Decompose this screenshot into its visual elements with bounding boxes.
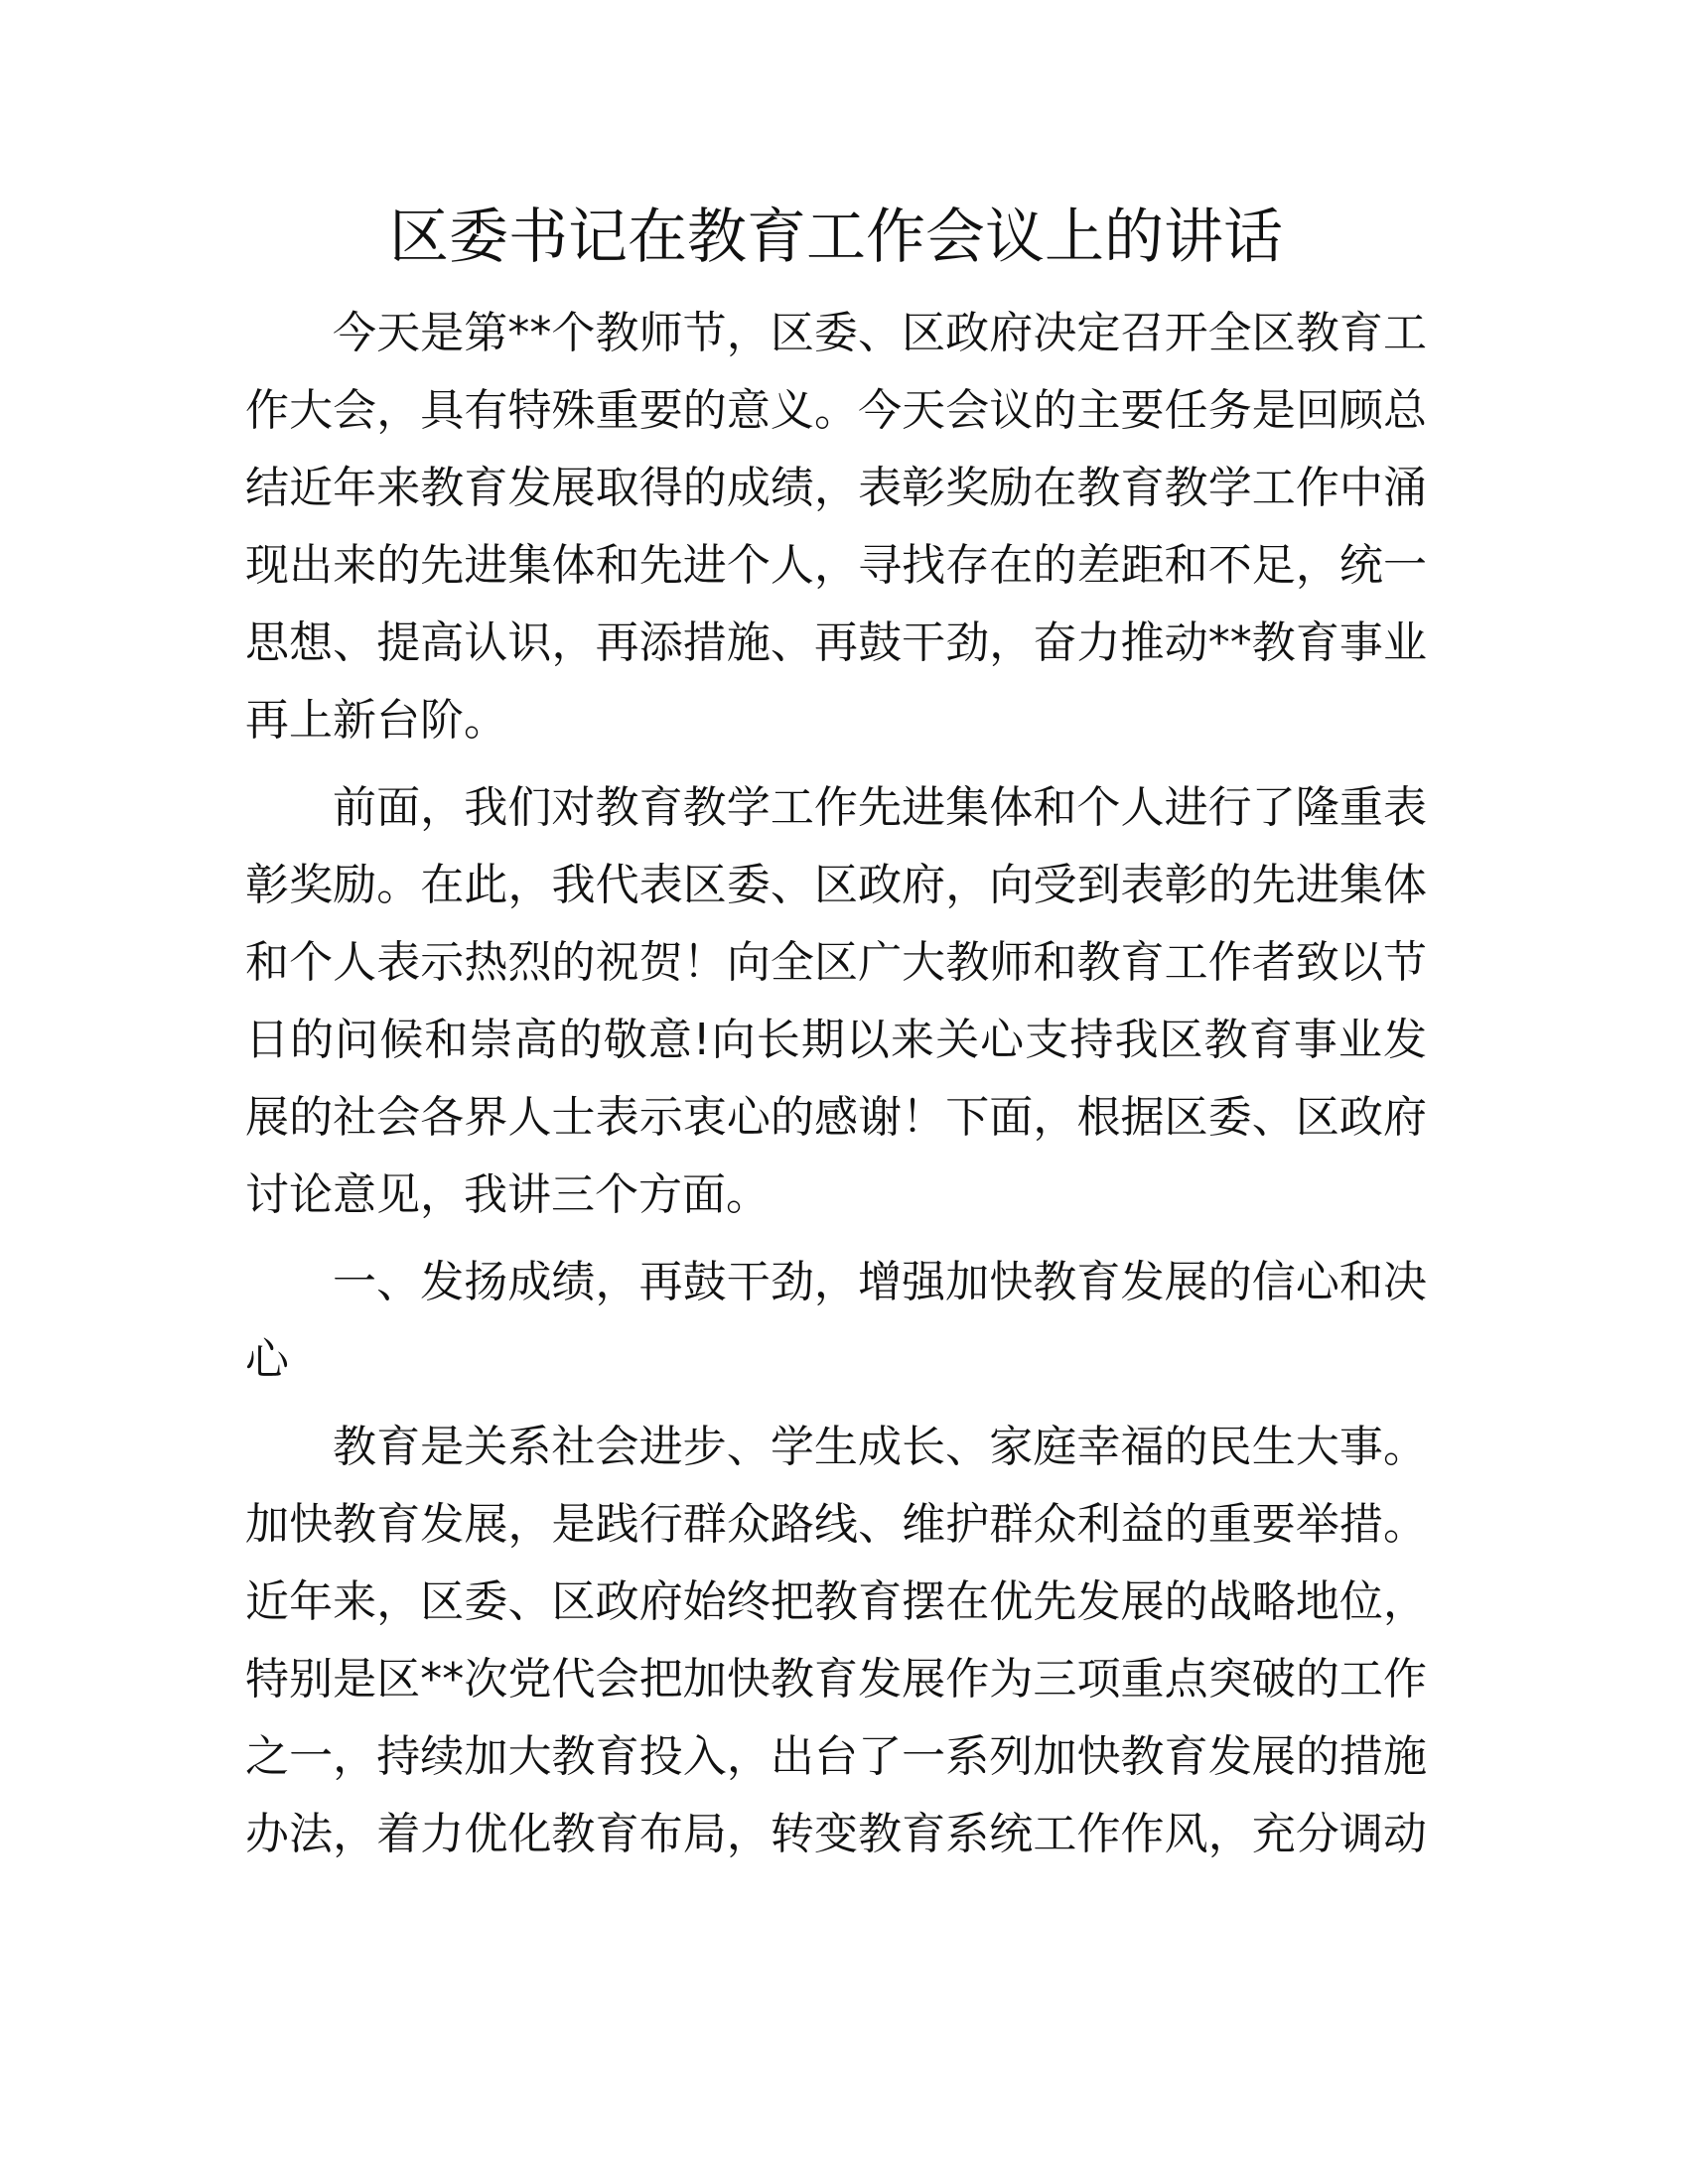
paragraph-intro <box>245 295 1427 759</box>
text-line: 作大会，具有特殊重要的意义。今天会议的主要任务是回顾总 <box>245 385 1427 436</box>
text-line: 日的问候和崇高的敬意!向长期以来关心支持我区教育事业发 <box>245 1015 1427 1065</box>
text-line: 近年来，区委、区政府始终把教育摆在优先发展的战略地位， <box>245 1576 1427 1627</box>
document-page <box>245 199 1427 1883</box>
section-heading-1 <box>245 1244 1427 1399</box>
text-line: 心 <box>245 1334 289 1385</box>
document-title: 区委书记在教育工作会议上的讲话 <box>389 203 1283 272</box>
text-line: 再上新台阶。 <box>245 695 507 746</box>
text-line: 今天是第**个教师节，区委、区政府决定召开全区教育工 <box>333 308 1427 358</box>
text-line: 办法，着力优化教育布局，转变教育系统工作作风，充分调动 <box>245 1809 1427 1859</box>
text-line: 彰奖励。在此，我代表区委、区政府，向受到表彰的先进集体 <box>245 860 1427 910</box>
text-line: 讨论意见，我讲三个方面。 <box>245 1169 770 1220</box>
text-line: 加快教育发展，是践行群众路线、维护群众利益的重要举措。 <box>245 1499 1427 1550</box>
text-line: 结近年来教育发展取得的成绩，表彰奖励在教育教学工作中涌 <box>245 463 1427 513</box>
text-line: 一、发扬成绩，再鼓干劲，增强加快教育发展的信心和决 <box>333 1257 1427 1307</box>
text-line: 和个人表示热烈的祝贺！向全区广大教师和教育工作者致以节 <box>245 937 1427 988</box>
text-line: 之一，持续加大教育投入，出台了一系列加快教育发展的措施 <box>245 1731 1427 1782</box>
text-line: 特别是区**次党代会把加快教育发展作为三项重点突破的工作 <box>245 1654 1427 1705</box>
text-line: 现出来的先进集体和先进个人，寻找存在的差距和不足，统一 <box>245 540 1427 591</box>
text-line: 展的社会各界人士表示衷心的感谢！下面，根据区委、区政府 <box>245 1092 1427 1143</box>
text-line: 前面，我们对教育教学工作先进集体和个人进行了隆重表 <box>333 782 1427 833</box>
text-line: 思想、提高认识，再添措施、再鼓干劲，奋力推动**教育事业 <box>245 617 1427 668</box>
paragraph-commendation <box>245 769 1427 1234</box>
paragraph-education-importance <box>245 1409 1427 1873</box>
text-line: 教育是关系社会进步、学生成长、家庭幸福的民生大事。 <box>333 1422 1427 1472</box>
